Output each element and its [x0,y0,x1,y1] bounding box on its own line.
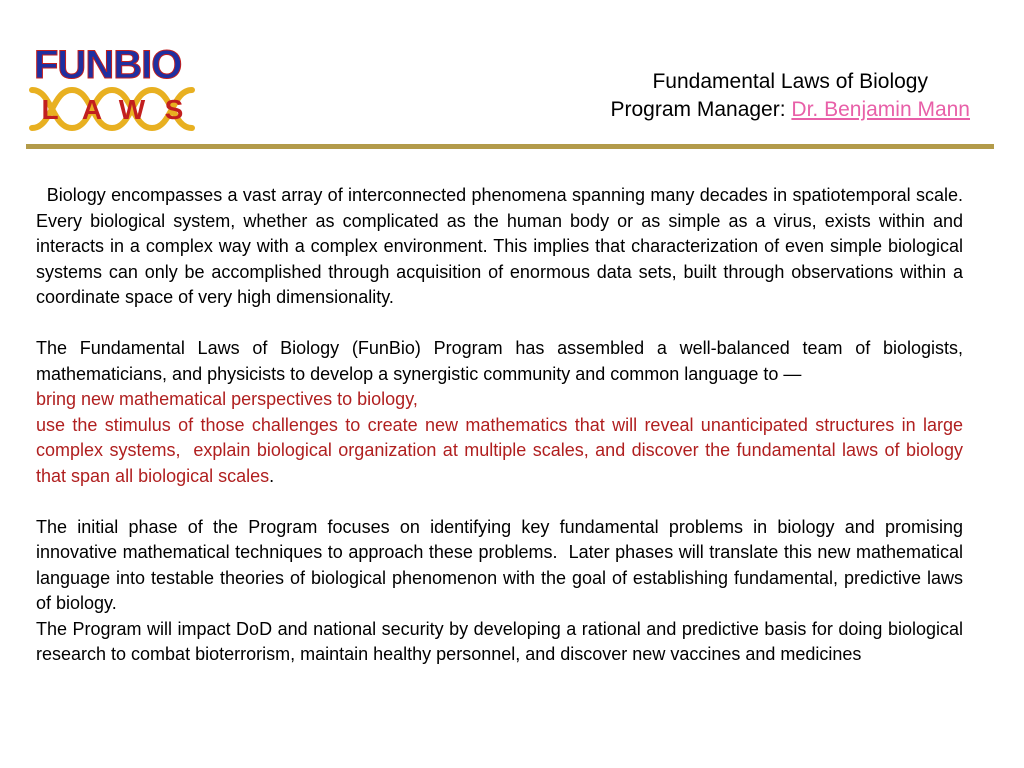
logo-letter-w: W [118,94,146,125]
paragraph-program: The Fundamental Laws of Biology (FunBio) Program has assembled a well-balanced team of biologists, mathematicians, and physicists to develop a synergistic community and common language to — [36,338,963,384]
logo-letter-l: L [41,94,59,125]
logo-funbio-text: FUNBIO [34,43,182,87]
dna-helix-icon [28,84,208,134]
manager-label: Program Manager: [610,98,792,121]
paragraph-initial-phase: The initial phase of the Program focuses on identifying key fundamental problems in biology and promising innovative mathematical techniques to approach these problems. Later phases will translate this new mathematical language into testable theories of biological phenomenon with the goal of establishing fundamental, predictive laws of biology. [36,516,969,613]
header [610,68,970,124]
page-title: Fundamental Laws of Biology [652,70,928,93]
header-divider [26,144,994,149]
manager-link[interactable]: Dr. Benjamin Mann [791,98,970,121]
goal-item-perspectives: bring new mathematical perspectives to biology, [36,389,418,409]
paragraph-intro: Biology encompasses a vast array of interconnected phenomena spanning many decades in spatiotemporal scale. Every biological system, whether as complicated as the human body or as simple as a virus, exists within and interacts in a complex way with a complex environment. This implies that characterization of even simple biological systems can only be accomplished through acquisition of enormous data sets, built through observations within a coordinate space of very high dimensionality. [36,185,974,307]
funbio-logo [28,40,208,136]
program-manager-line [610,96,970,124]
body-content [36,183,974,668]
logo-letter-s: S [164,94,184,125]
logo-letter-a: A [81,94,103,125]
paragraph-impact: The Program will impact DoD and national security by developing a rational and predictive basis for doing biological research to combat bioterrorism, maintain healthy personnel, and discover new vaccines and medicines [36,618,963,664]
goal-item-mathematics: use the stimulus of those challenges to create new mathematics that will reveal unanticipated structures in large complex systems, explain biological organization at multiple scales, and discover the fundamental laws of biology that span all biological scales. [36,414,969,486]
